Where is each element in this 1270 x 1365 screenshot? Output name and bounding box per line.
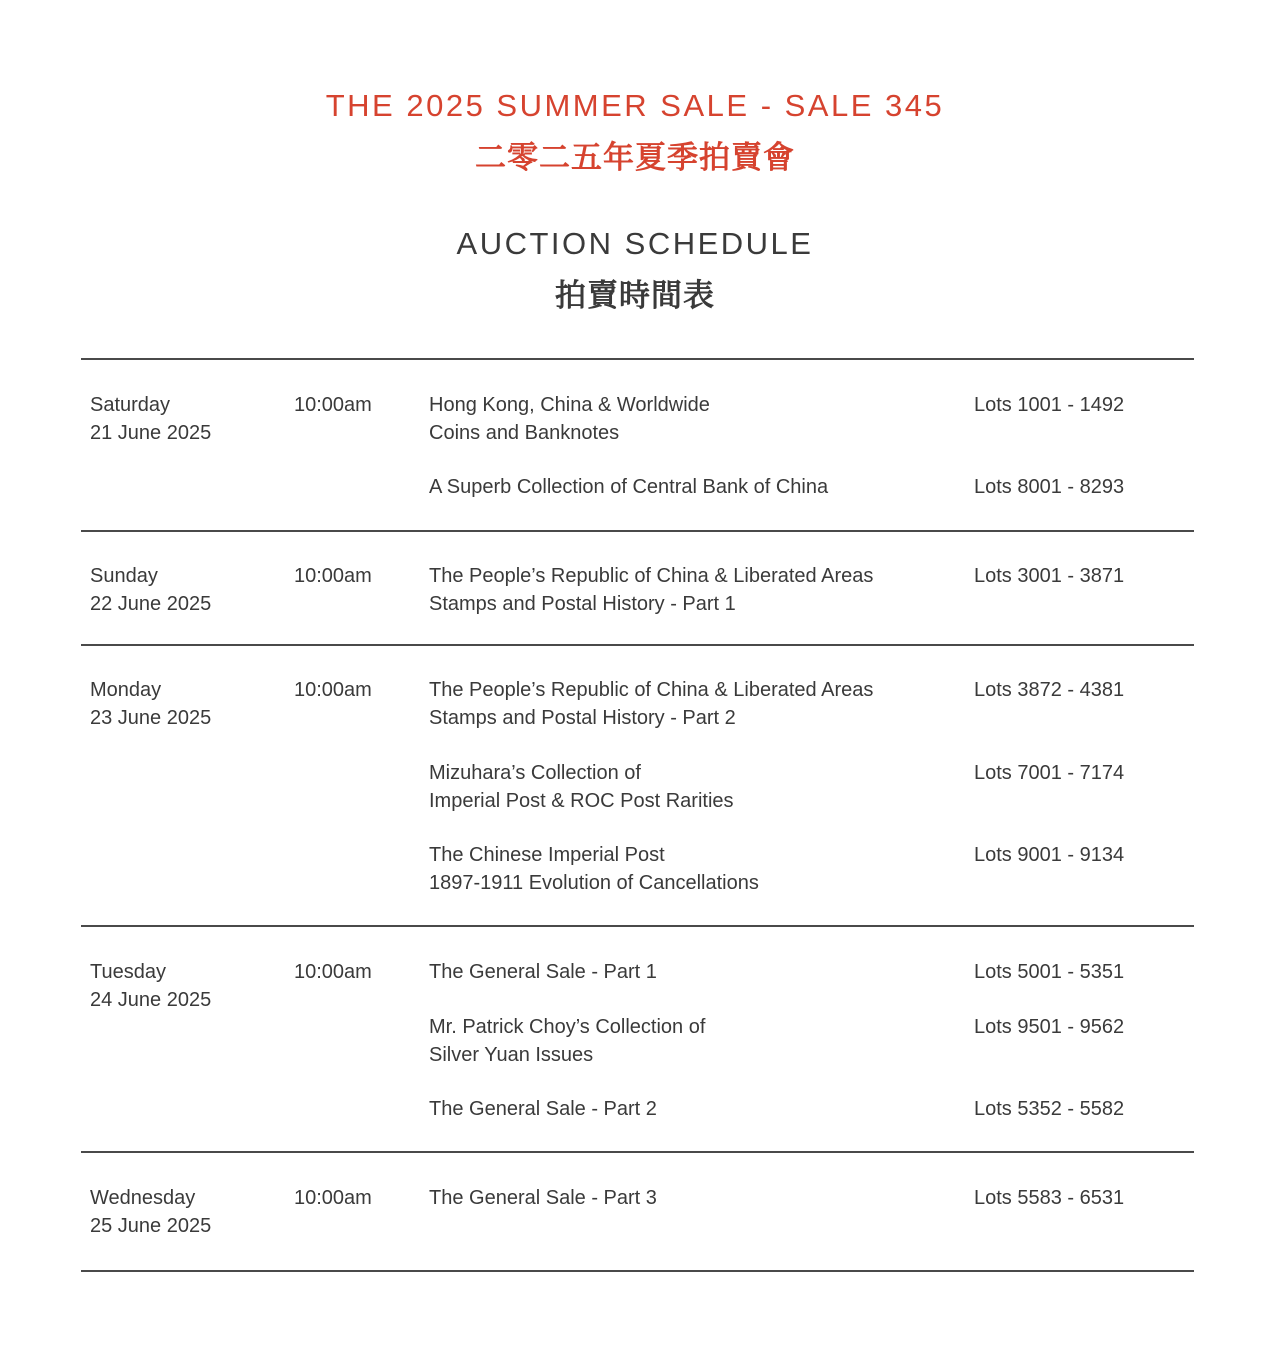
lots-range: Lots 5583 - 6531 bbox=[974, 1187, 1125, 1209]
session-title bbox=[429, 1185, 657, 1213]
session-title-line: Mr. Patrick Choy’s Collection of bbox=[429, 1016, 706, 1038]
session-title-line: The General Sale - Part 2 bbox=[429, 1098, 657, 1120]
table-bottom-rule bbox=[81, 1270, 1194, 1272]
day-date bbox=[90, 959, 211, 1014]
session-time: 10:00am bbox=[294, 394, 372, 416]
schedule-title: AUCTION SCHEDULE bbox=[456, 226, 814, 261]
weekday: Wednesday bbox=[90, 1187, 196, 1209]
session-title bbox=[429, 392, 710, 447]
day-date bbox=[90, 563, 211, 618]
lots-range: Lots 3872 - 4381 bbox=[974, 679, 1125, 701]
session-title-line: The General Sale - Part 1 bbox=[429, 961, 657, 983]
lots-range: Lots 3001 - 3871 bbox=[974, 565, 1125, 587]
day-divider bbox=[81, 925, 1194, 927]
session-title bbox=[429, 474, 828, 502]
lots-range: Lots 5352 - 5582 bbox=[974, 1098, 1125, 1120]
sale-title: THE 2025 SUMMER SALE - SALE 345 bbox=[325, 88, 945, 123]
session-title-line: A Superb Collection of Central Bank of China bbox=[429, 476, 829, 498]
weekday: Tuesday bbox=[90, 961, 166, 983]
lots-range: Lots 9501 - 9562 bbox=[974, 1016, 1125, 1038]
session-title-line: The People’s Republic of China & Liberated Areas bbox=[429, 565, 874, 587]
session-title bbox=[429, 959, 657, 987]
session-title-line: The General Sale - Part 3 bbox=[429, 1187, 657, 1209]
session-title bbox=[429, 842, 759, 897]
schedule-title-chinese: 拍賣時間表 bbox=[555, 278, 715, 313]
session-title-line: The People’s Republic of China & Liberated Areas bbox=[429, 679, 874, 701]
date: 25 June 2025 bbox=[90, 1214, 212, 1237]
session-time: 10:00am bbox=[294, 679, 372, 701]
table-top-rule bbox=[81, 358, 1194, 360]
lots-range: Lots 8001 - 8293 bbox=[974, 476, 1125, 498]
session-title-line: Coins and Banknotes bbox=[429, 421, 620, 444]
session-time: 10:00am bbox=[294, 961, 372, 983]
session-title-line: Stamps and Postal History - Part 2 bbox=[429, 706, 736, 729]
lots-range: Lots 5001 - 5351 bbox=[974, 961, 1125, 983]
session-title-line: The Chinese Imperial Post bbox=[429, 844, 665, 866]
session-title-line: 1897-1911 Evolution of Cancellations bbox=[429, 871, 759, 894]
session-title-line: Hong Kong, China & Worldwide bbox=[429, 394, 710, 416]
session-title bbox=[429, 1096, 657, 1124]
lots-range: Lots 7001 - 7174 bbox=[974, 762, 1125, 784]
session-title bbox=[429, 1014, 705, 1069]
date: 23 June 2025 bbox=[90, 706, 212, 729]
weekday: Saturday bbox=[90, 394, 171, 416]
day-date bbox=[90, 392, 211, 447]
sale-title-chinese: 二零二五年夏季拍賣會 bbox=[475, 140, 795, 175]
lots-range: Lots 9001 - 9134 bbox=[974, 844, 1125, 866]
session-title-line: Mizuhara’s Collection of bbox=[429, 762, 641, 784]
weekday: Sunday bbox=[90, 565, 158, 587]
date: 21 June 2025 bbox=[90, 421, 212, 444]
session-title-line: Silver Yuan Issues bbox=[429, 1043, 594, 1066]
date: 22 June 2025 bbox=[90, 592, 212, 615]
session-title bbox=[429, 563, 873, 618]
day-divider bbox=[81, 530, 1194, 532]
session-title-line: Stamps and Postal History - Part 1 bbox=[429, 592, 736, 615]
session-time: 10:00am bbox=[294, 1187, 372, 1209]
day-divider bbox=[81, 1151, 1194, 1153]
day-date bbox=[90, 1185, 211, 1240]
session-title bbox=[429, 677, 873, 732]
session-title-line: Imperial Post & ROC Post Rarities bbox=[429, 789, 734, 812]
session-title bbox=[429, 760, 734, 815]
day-divider bbox=[81, 644, 1194, 646]
lots-range: Lots 1001 - 1492 bbox=[974, 394, 1125, 416]
weekday: Monday bbox=[90, 679, 162, 701]
date: 24 June 2025 bbox=[90, 988, 212, 1011]
session-time: 10:00am bbox=[294, 565, 372, 587]
day-date bbox=[90, 677, 211, 732]
